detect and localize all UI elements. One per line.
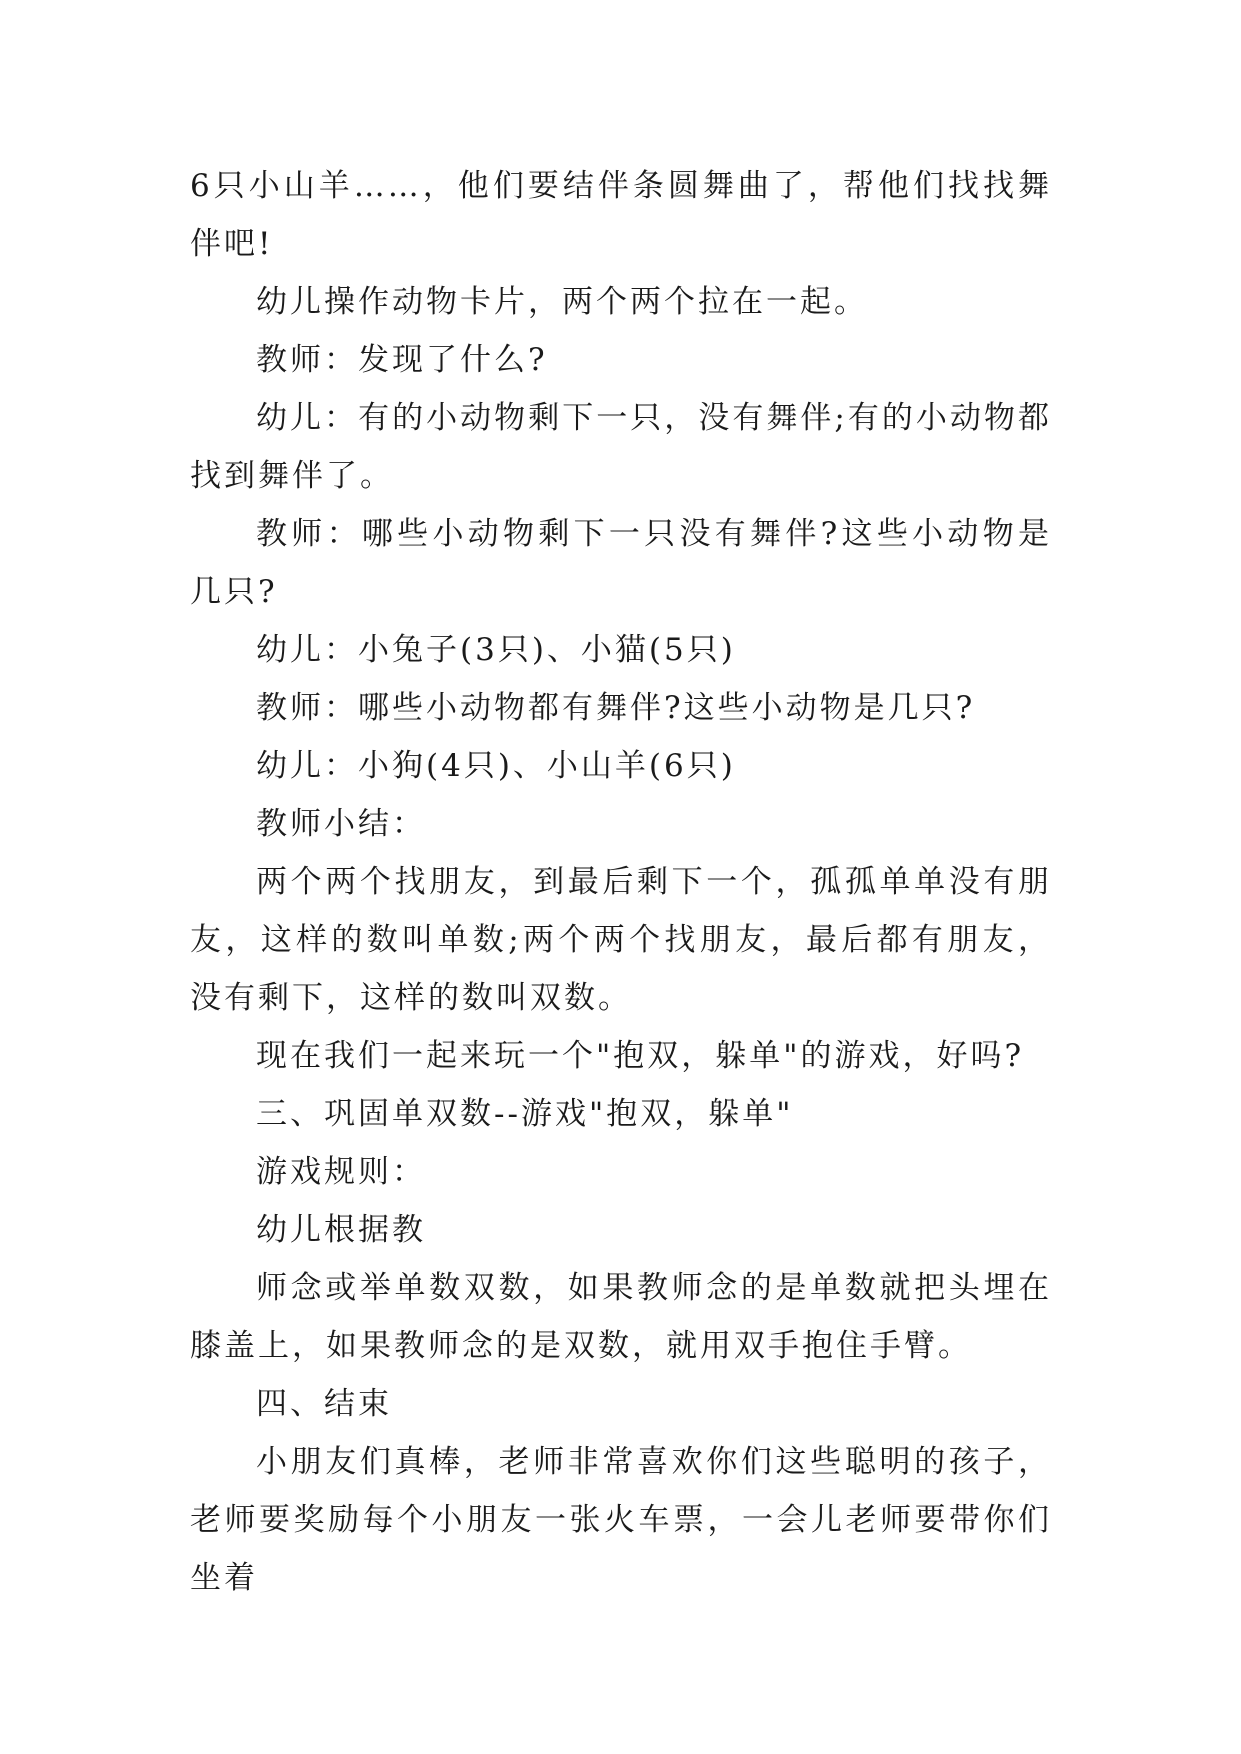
paragraph: 师念或举单数双数，如果教师念的是单数就把头埋在膝盖上，如果教师念的是双数，就用双手抱住手臂。 <box>190 1270 1052 1364</box>
paragraph: 幼儿根据教 <box>256 1212 426 1248</box>
paragraph: 教师：哪些小动物都有舞伴?这些小动物是几只? <box>256 690 976 726</box>
paragraph: 幼儿：小狗(4只)、小山羊(6只) <box>256 748 736 784</box>
paragraph: 6只小山羊……，他们要结伴条圆舞曲了，帮他们找找舞伴吧! <box>190 168 1052 262</box>
paragraph: 教师：发现了什么? <box>256 342 548 378</box>
paragraph: 幼儿操作动物卡片，两个两个拉在一起。 <box>256 284 868 320</box>
paragraph: 两个两个找朋友，到最后剩下一个，孤孤单单没有朋友，这样的数叫单数;两个两个找朋友，最后都有朋友，没有剩下，这样的数叫双数。 <box>190 864 1052 1016</box>
paragraph: 游戏规则： <box>256 1154 426 1190</box>
section-heading: 三、巩固单双数--游戏"抱双，躲单" <box>256 1096 794 1132</box>
paragraph: 教师小结： <box>256 806 426 842</box>
section-heading: 四、结束 <box>256 1386 392 1422</box>
paragraph: 教师：哪些小动物剩下一只没有舞伴?这些小动物是几只? <box>190 516 1052 610</box>
paragraph: 小朋友们真棒，老师非常喜欢你们这些聪明的孩子，老师要奖励每个小朋友一张火车票，一会儿老师要带你们坐着 <box>190 1444 1052 1596</box>
document-body <box>190 157 1052 1607</box>
paragraph: 幼儿：有的小动物剩下一只，没有舞伴;有的小动物都找到舞伴了。 <box>190 400 1052 494</box>
paragraph: 幼儿：小兔子(3只)、小猫(5只) <box>256 632 736 668</box>
paragraph: 现在我们一起来玩一个"抱双，躲单"的游戏，好吗? <box>256 1038 1025 1074</box>
